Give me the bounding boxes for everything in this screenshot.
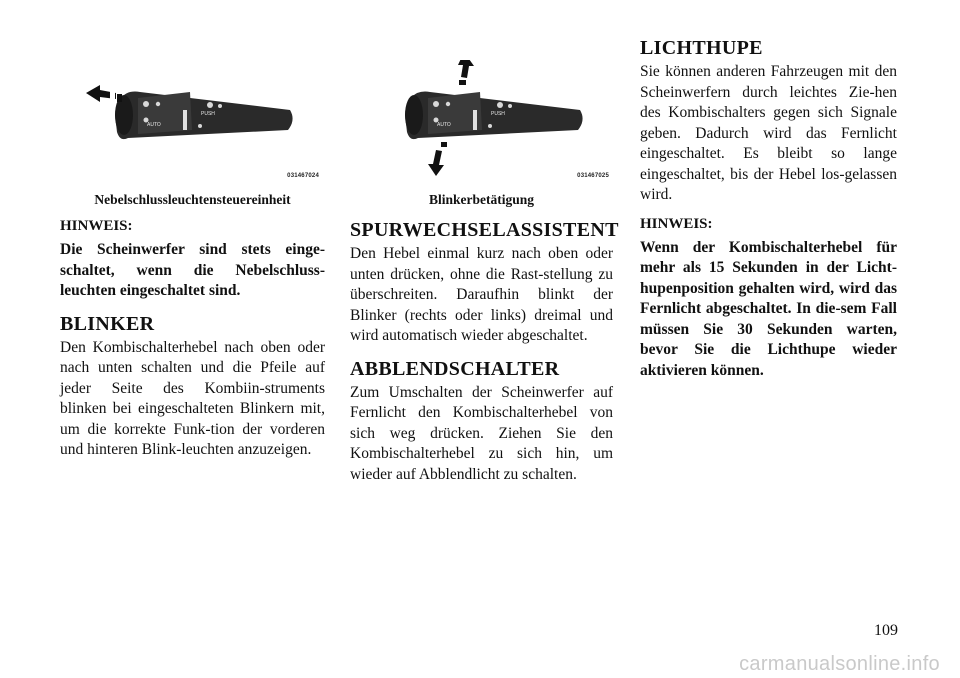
spurwechsel-text: Den Hebel einmal kurz nach oben oder unten drücken, ohne die Rast-stellung zu überschreiten. Daraufhin blinkt der Blinker (rechts oder links) dreimal und wird automatisch wieder abgeschaltet.	[350, 245, 613, 344]
section-heading-lichthupe: LICHTHUPE	[640, 37, 763, 59]
push-label: PUSH	[491, 111, 505, 117]
arrow-up-icon	[458, 60, 474, 78]
combination-switch-illustration	[60, 60, 325, 188]
middle-column	[350, 60, 619, 485]
watermark: carmanualsonline.info	[739, 653, 940, 675]
arrow-down-icon	[428, 150, 444, 176]
figure-caption: Nebelschlussleuchtensteuereinheit	[94, 192, 291, 207]
note-label: HINWEIS:	[640, 215, 713, 232]
blinker-text: Den Kombischalterhebel nach oben oder nach unten schalten und die Pfeile auf jeder Seite des Kombiin-struments blinken bei eingeschalteten Blinkern mit, um die korrekte Funk-tion der vorderen und hinteren Blink-leuchten anzuzeigen.	[60, 338, 325, 458]
left-column	[60, 60, 325, 461]
combination-switch-illustration	[350, 60, 615, 188]
figure-code: 031467025	[577, 173, 609, 179]
right-column	[640, 36, 897, 381]
turn-signal-figure	[350, 60, 615, 188]
note-label: HINWEIS:	[60, 218, 133, 234]
note-text: Die Scheinwerfer sind stets einge-schaltet, wenn die Nebelschluss-leuchten eingeschaltet sind.	[60, 241, 325, 299]
auto-label: AUTO	[147, 122, 161, 128]
push-label: PUSH	[201, 111, 215, 117]
figure-caption: Blinkerbetätigung	[428, 192, 534, 207]
section-heading-spurwechsel: SPURWECHSELASSISTENT	[350, 219, 619, 241]
abblend-text: Zum Umschalten der Scheinwerfer auf Fernlicht den Kombischalterhebel von sich weg drücken. Ziehen Sie den Kombischalterhebel zu sich hin, um wieder auf Abblendlicht zu schalten.	[350, 383, 613, 483]
note-text: Wenn der Kombischalterhebel für mehr als 15 Sekunden in der Licht-hupenposition gehalten wird, wird das Fernlicht abgeschaltet. In die-sem Fall müssen Sie 30 Sekunden warten, bevor Sie die Lichthupe wieder aktivieren können.	[640, 238, 897, 379]
auto-label: AUTO	[437, 122, 451, 128]
section-heading-blinker: BLINKER	[60, 312, 155, 335]
page-number: 109	[874, 622, 898, 639]
fog-light-switch-figure	[60, 60, 325, 188]
section-heading-abblend: ABBLENDSCHALTER	[350, 357, 560, 380]
lichthupe-text: Sie können anderen Fahrzeugen mit den Scheinwerfern durch leichtes Zie-hen des Kombischalters gegen sich Signale geben. Dadurch wird das Fernlicht eingeschaltet. Es bleibt so lange eingeschaltet, bis der Hebel los-gelassen wird.	[640, 63, 897, 203]
figure-code: 031467024	[287, 173, 319, 179]
